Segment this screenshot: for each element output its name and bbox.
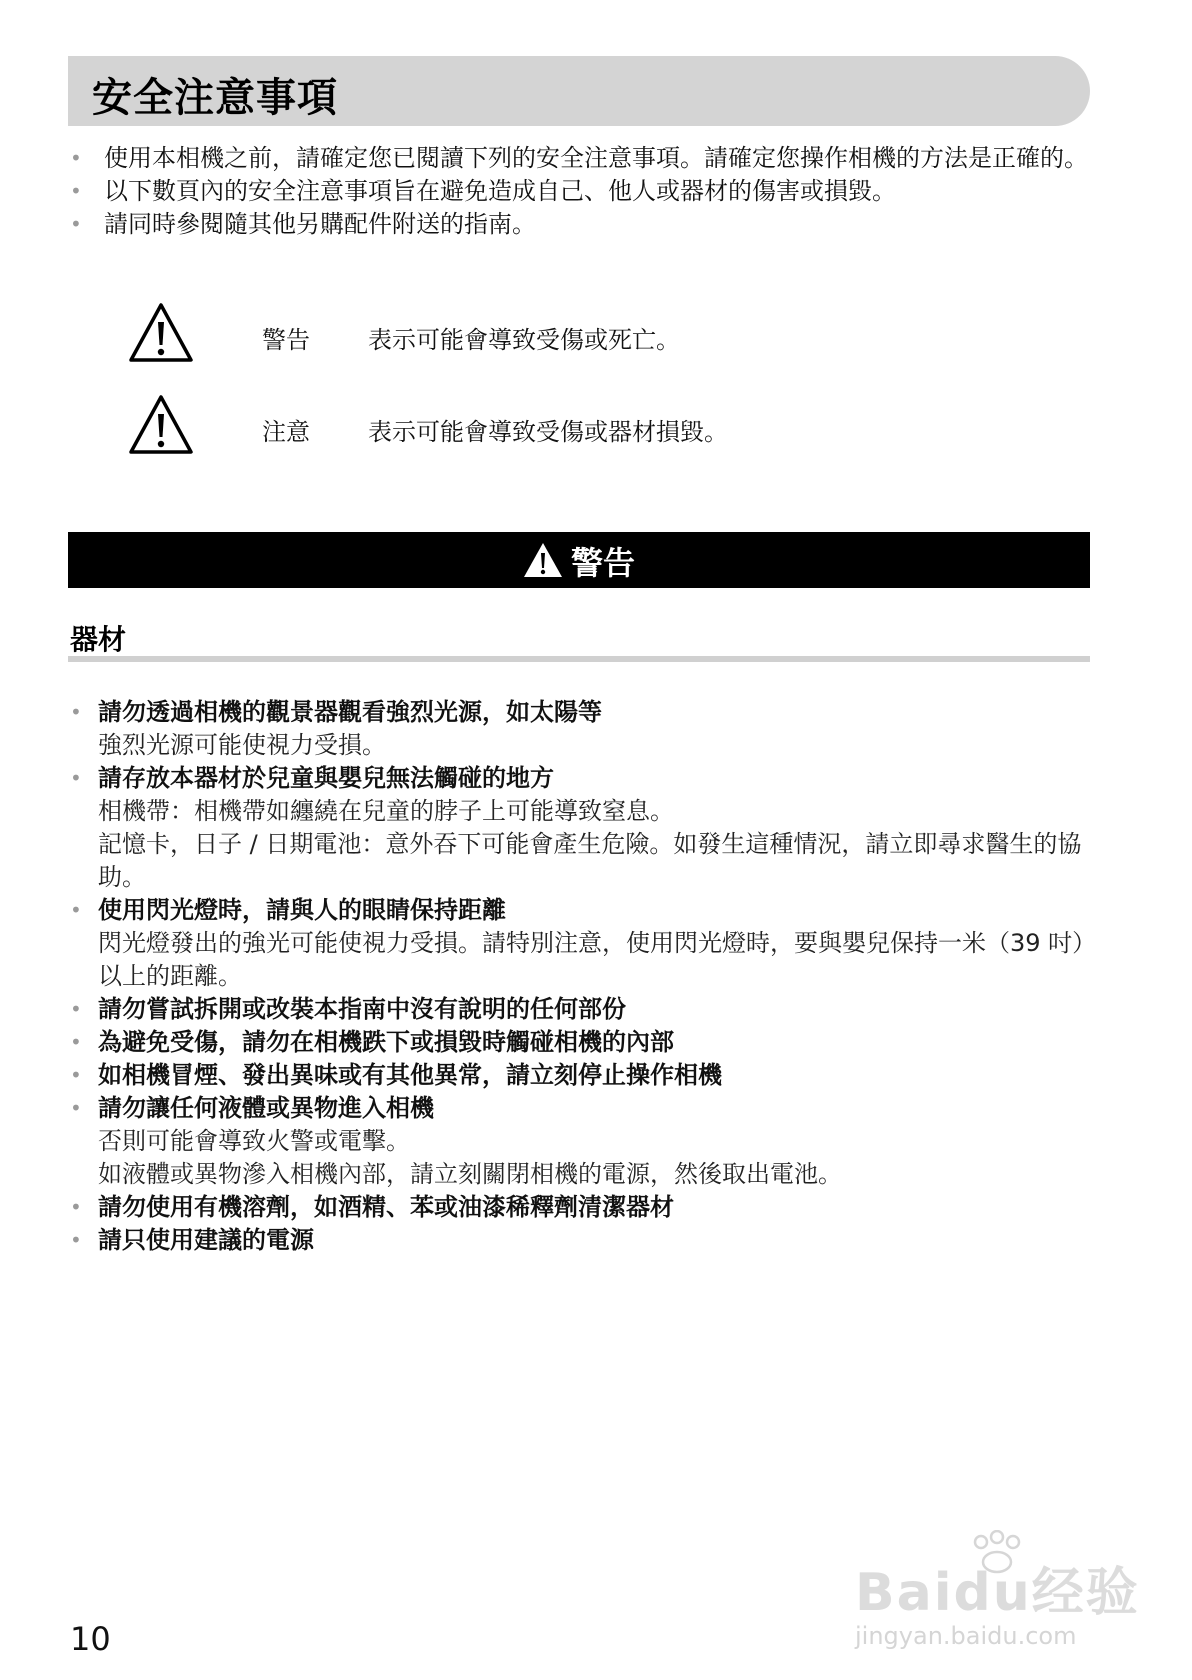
rule-heading: 請存放本器材於兒童與嬰兒無法觸碰的地方: [98, 764, 554, 792]
legend-term: 警告: [262, 326, 310, 354]
list-item: [68, 1092, 1090, 1191]
legend-desc: 表示可能會導致受傷或器材損毀。: [368, 418, 728, 446]
bullet: •: [70, 700, 82, 724]
legend-caution: [128, 394, 828, 464]
list-item: [68, 993, 1090, 1026]
rule-heading: 請勿透過相機的觀景器觀看強烈光源，如太陽等: [98, 698, 602, 726]
list-item: [68, 762, 1090, 894]
title-bar: [68, 56, 1090, 126]
bullet: •: [70, 1228, 82, 1252]
rule-detail: 閃光燈發出的強光可能使視力受損。請特別注意，使用閃光燈時，要與嬰兒保持一米（39 吋）以上的距離。: [98, 929, 1085, 990]
legend-warning: [128, 302, 828, 372]
list-item: [68, 1059, 1090, 1092]
warning-banner-label: 警告: [570, 544, 635, 582]
rule-detail: 強烈光源可能使視力受損。: [98, 731, 386, 759]
rule-heading: 請只使用建議的電源: [98, 1226, 314, 1254]
intro-text: 請同時參閱隨其他另購配件附送的指南。: [104, 210, 536, 238]
list-item: [68, 175, 1088, 208]
bullet: •: [70, 179, 82, 203]
rule-heading: 請勿讓任何液體或異物進入相機: [98, 1094, 434, 1122]
bullet: •: [70, 997, 82, 1021]
rule-heading: 如相機冒煙、發出異味或有其他異常，請立刻停止操作相機: [98, 1061, 722, 1089]
intro-text: 以下數頁內的安全注意事項旨在避免造成自己、他人或器材的傷害或損毀。: [104, 177, 896, 205]
list-item: [68, 1026, 1090, 1059]
list-item: [68, 894, 1090, 993]
rule-heading: 請勿使用有機溶劑，如酒精、苯或油漆稀釋劑清潔器材: [98, 1193, 674, 1221]
legend-desc: 表示可能會導致受傷或死亡。: [368, 326, 680, 354]
section-divider: [68, 656, 1090, 662]
rules-list: [68, 696, 1090, 1257]
page-number: 10: [70, 1620, 111, 1658]
list-item: [68, 696, 1090, 762]
rule-detail: 相機帶：相機帶如纏繞在兒童的脖子上可能導致窒息。: [98, 797, 674, 825]
rule-heading: 使用閃光燈時，請與人的眼睛保持距離: [98, 896, 506, 924]
page-title: 安全注意事項: [92, 75, 338, 121]
legend-term: 注意: [262, 418, 310, 446]
bullet: •: [70, 898, 82, 922]
warning-triangle-icon: [128, 302, 194, 364]
warning-banner: [68, 532, 1090, 588]
caution-triangle-icon: [128, 394, 194, 456]
rule-detail: 如液體或異物滲入相機內部，請立刻關閉相機的電源，然後取出電池。: [98, 1160, 842, 1188]
rule-heading: 為避免受傷，請勿在相機跌下或損毀時觸碰相機的內部: [98, 1028, 674, 1056]
bullet: •: [70, 212, 82, 236]
section-title: 器材: [70, 623, 127, 656]
bullet: •: [70, 1030, 82, 1054]
list-item: [68, 208, 1088, 241]
bullet: •: [70, 1195, 82, 1219]
intro-list: [68, 142, 1088, 241]
watermark: [855, 1530, 1155, 1660]
rule-detail: 記憶卡，日子 / 日期電池：意外吞下可能會產生危險。如發生這種情況，請立即尋求醫生的協助。: [98, 830, 1082, 891]
watermark-url: jingyan.baidu.com: [855, 1622, 1077, 1650]
warning-triangle-icon: [523, 542, 563, 578]
bullet: •: [70, 766, 82, 790]
list-item: [68, 1224, 1090, 1257]
rule-heading: 請勿嘗試拆開或改裝本指南中沒有說明的任何部份: [98, 995, 626, 1023]
intro-text: 使用本相機之前，請確定您已閱讀下列的安全注意事項。請確定您操作相機的方法是正確的。: [104, 144, 1088, 172]
bullet: •: [70, 146, 82, 170]
watermark-logo: Baidu经验: [855, 1563, 1140, 1623]
bullet: •: [70, 1063, 82, 1087]
list-item: [68, 1191, 1090, 1224]
bullet: •: [70, 1096, 82, 1120]
list-item: [68, 142, 1088, 175]
rule-detail: 否則可能會導致火警或電擊。: [98, 1127, 410, 1155]
